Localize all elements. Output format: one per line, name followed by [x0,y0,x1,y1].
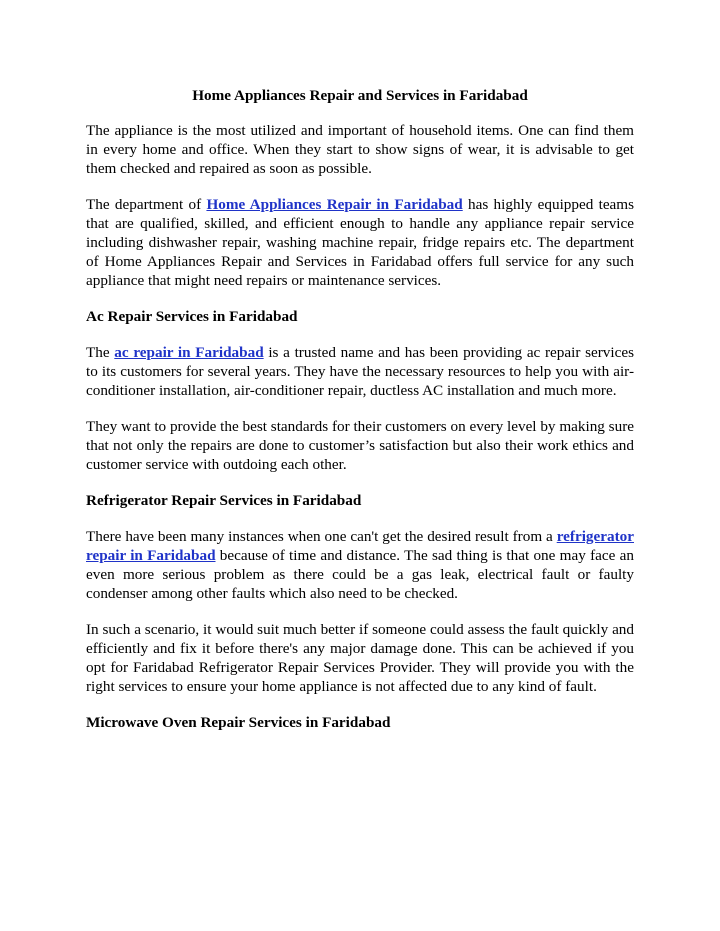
home-appliances-repair-link[interactable]: Home Appliances Repair in Faridabad [206,196,463,213]
refrigerator-repair-link[interactable]: refrigerator repair in Faridabad [86,528,634,564]
refrigerator-repair-heading: Refrigerator Repair Services in Faridabad [86,492,362,509]
ac-text-before: The [86,344,115,361]
department-text-after: has highly equipped teams that are qualified, skilled, and efficient enough to handle any appliance repair service including dishwasher repair, washing machine repair, fridge repairs etc. The department of Home Appliances Repair and Services in Faridabad offers full service for any such appliance that might need repairs or maintenance services. [86,196,635,289]
ac-text-after: is a trusted name and has been providing ac repair services to its customers for several years. They have the necessary resources to help you with air-conditioner installation, air-conditioner repair, ductless AC installation and much more. [86,344,634,399]
department-text-before: The department of [86,196,207,213]
ac-repair-heading: Ac Repair Services in Faridabad [86,308,298,325]
document-title: Home Appliances Repair and Services in Faridabad [192,87,528,104]
ac-paragraph-2: They want to provide the best standards for their customers on every level by making sure that not only the repairs are done to customer’s satisfaction but also their work ethics and customer service with outdoing each other. [86,418,634,473]
intro-paragraph: The appliance is the most utilized and important of household items. One can find them in every home and office. When they start to show signs of wear, it is advisable to get them checked and repaired as soon as possible. [86,122,634,177]
refrigerator-paragraph-2: In such a scenario, it would suit much better if someone could assess the fault quickly and efficiently and fix it before there's any major damage done. This can be achieved if you opt for Faridabad Refrigerator Repair Services Provider. They will provide you with the right services to ensure your home appliance is not affected due to any kind of fault. [86,621,634,695]
ac-repair-link[interactable]: ac repair in Faridabad [114,344,264,361]
document-page [86,86,634,749]
refrigerator-text-before: There have been many instances when one can't get the desired result from a [86,528,557,545]
ac-paragraph-1 [86,343,634,400]
department-paragraph [86,195,634,290]
refrigerator-paragraph-1 [86,527,634,603]
microwave-repair-heading: Microwave Oven Repair Services in Faridabad [86,714,391,731]
refrigerator-text-after: because of time and distance. The sad thing is that one may face an even more serious problem as there could be a gas leak, electrical fault or faulty condenser among other faults which also need to be checked. [86,547,634,602]
